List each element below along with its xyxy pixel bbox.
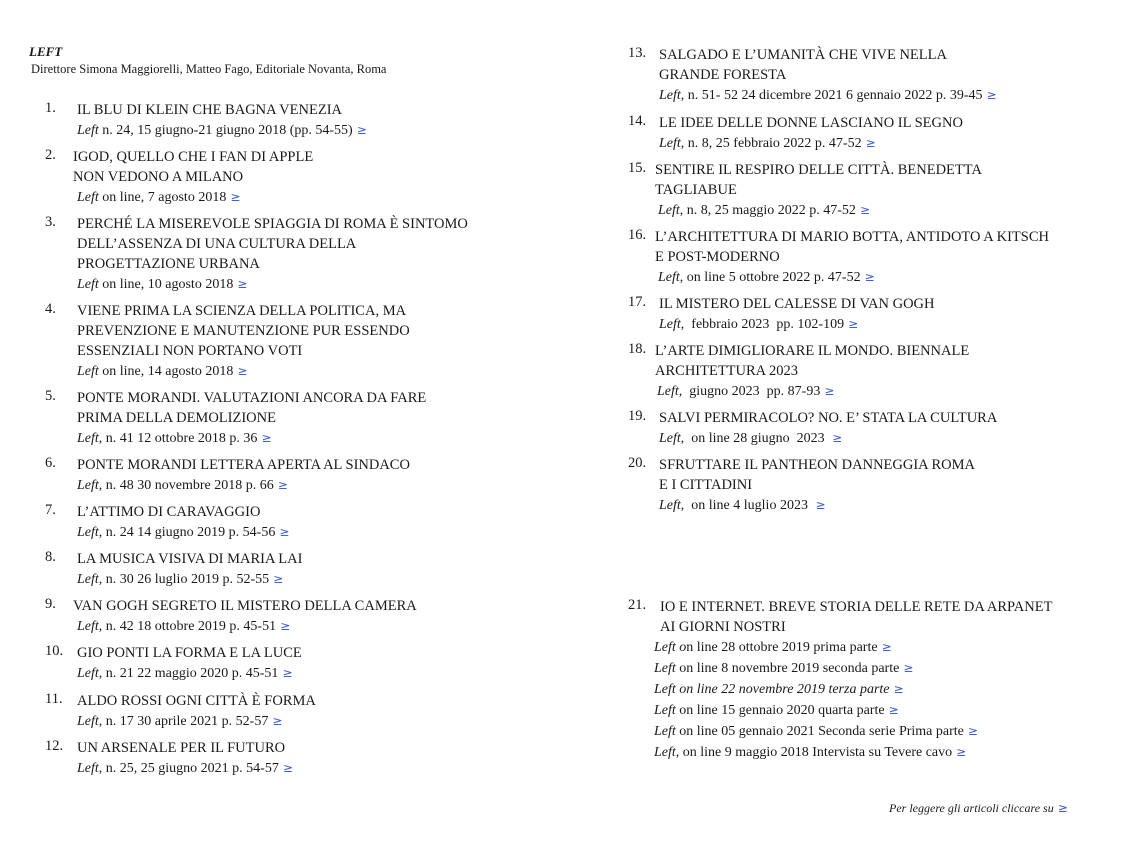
entry-number: 8. bbox=[45, 549, 56, 565]
article-reference bbox=[77, 522, 289, 543]
article-reference bbox=[77, 475, 410, 496]
link-arrow-icon[interactable]: ≥ bbox=[967, 724, 978, 738]
article-entry bbox=[628, 294, 935, 335]
entry-number: 3. bbox=[45, 214, 56, 230]
issue-details: , on line 9 maggio 2018 Intervista su Tevere cavo bbox=[675, 745, 953, 760]
issue-details: , n. 30 26 luglio 2019 p. 52-55 bbox=[98, 572, 270, 587]
issue-details: n. 24, 15 giugno-21 giugno 2018 (pp. 54-55) bbox=[98, 123, 353, 138]
article-title-line: LE IDEE DELLE DONNE LASCIANO IL SEGNO bbox=[659, 115, 963, 131]
article-entry bbox=[628, 45, 997, 106]
issue-details: , n. 17 30 aprile 2021 p. 52-57 bbox=[98, 714, 269, 729]
link-arrow-icon[interactable]: ≥ bbox=[230, 190, 241, 204]
article-entry bbox=[628, 341, 969, 402]
link-arrow-icon[interactable]: ≥ bbox=[237, 277, 248, 291]
publication-name: Left bbox=[77, 714, 99, 729]
publication-name: Left bbox=[77, 190, 99, 205]
article-title-line: E I CITTADINI bbox=[659, 477, 753, 493]
article-title-line: GIO PONTI LA FORMA E LA LUCE bbox=[77, 645, 302, 661]
link-arrow-icon[interactable]: ≥ bbox=[273, 572, 284, 586]
article-title-line: PROGETTAZIONE URBANA bbox=[77, 256, 260, 272]
article-entry bbox=[628, 455, 975, 516]
publication-name: Left bbox=[77, 572, 99, 587]
publication-name: Left bbox=[77, 761, 99, 776]
link-arrow-icon[interactable]: ≥ bbox=[282, 761, 293, 775]
entry-number: 15. bbox=[628, 160, 647, 176]
article-title-line: SFRUTTARE IL PANTHEON DANNEGGIA ROMA bbox=[659, 457, 975, 473]
link-arrow-icon[interactable]: ≥ bbox=[832, 431, 843, 445]
entry-number: 10. bbox=[45, 643, 64, 659]
article-title-line: IL MISTERO DEL CALESSE DI VAN GOGH bbox=[659, 296, 935, 312]
article-entry bbox=[628, 597, 1052, 763]
link-arrow-icon[interactable]: ≥ bbox=[903, 661, 914, 675]
publication-name: Left bbox=[659, 431, 681, 446]
entry-number: 9. bbox=[45, 596, 56, 612]
publication-name: Left bbox=[77, 123, 99, 138]
issue-details: on line, 10 agosto 2018 bbox=[98, 277, 234, 292]
article-reference bbox=[77, 120, 367, 141]
issue-details: on line 05 gennaio 2021 Seconda serie Prima parte bbox=[675, 724, 964, 739]
issue-details: , on line 5 ottobre 2022 p. 47-52 bbox=[679, 270, 861, 285]
article-reference bbox=[657, 381, 969, 402]
entry-number: 20. bbox=[628, 455, 647, 471]
link-arrow-icon[interactable]: ≥ bbox=[237, 364, 248, 378]
publication-name: Left bbox=[658, 203, 680, 218]
article-title-line: L’ARCHITETTURA DI MARIO BOTTA, ANTIDOTO A KITSCH bbox=[655, 229, 1049, 245]
link-arrow-icon[interactable]: ≥ bbox=[356, 123, 367, 137]
article-title-line: ARCHITETTURA 2023 bbox=[655, 363, 798, 379]
article-reference bbox=[77, 711, 316, 732]
publication-directors: Direttore Simona Maggiorelli, Matteo Fago, Editoriale Novanta, Roma bbox=[31, 62, 387, 76]
article-reference bbox=[77, 569, 302, 590]
article-title-line: IO E INTERNET. BREVE STORIA DELLE RETE DA ARPANET bbox=[660, 599, 1053, 615]
footer-text: Per leggere gli articoli cliccare su bbox=[889, 801, 1054, 815]
article-title-line: PONTE MORANDI. VALUTAZIONI ANCORA DA FARE bbox=[77, 390, 427, 406]
link-arrow-icon[interactable]: ≥ bbox=[888, 703, 899, 717]
footer-note bbox=[889, 801, 1068, 816]
article-reference bbox=[659, 133, 963, 154]
article-title-line: IGOD, QUELLO CHE I FAN DI APPLE bbox=[73, 149, 314, 165]
link-arrow-icon[interactable]: ≥ bbox=[261, 431, 272, 445]
link-arrow-icon[interactable]: ≥ bbox=[881, 640, 892, 654]
publication-name: Left bbox=[77, 619, 99, 634]
article-reference bbox=[658, 267, 1049, 288]
entry-number: 5. bbox=[45, 388, 56, 404]
issue-details: n line 28 ottobre 2019 prima parte bbox=[686, 640, 878, 655]
article-reference bbox=[659, 495, 975, 516]
entry-number: 1. bbox=[45, 100, 56, 116]
publication-name: Left bbox=[658, 270, 680, 285]
article-reference bbox=[654, 721, 1052, 742]
article-title-line: TAGLIABUE bbox=[655, 182, 737, 198]
article-title-line: L’ARTE DIMIGLIORARE IL MONDO. BIENNALE bbox=[655, 343, 970, 359]
article-title-line: VIENE PRIMA LA SCIENZA DELLA POLITICA, MA bbox=[77, 303, 407, 319]
article-reference bbox=[654, 700, 1052, 721]
link-arrow-icon[interactable]: ≥ bbox=[864, 270, 875, 284]
entry-number: 19. bbox=[628, 408, 647, 424]
entry-number: 13. bbox=[628, 45, 647, 61]
issue-details: , giugno 2023 pp. 87-93 bbox=[678, 384, 821, 399]
article-title-line: SALGADO E L’UMANITÀ CHE VIVE NELLA bbox=[659, 47, 947, 63]
publication-title: LEFT bbox=[29, 44, 63, 59]
publication-name: Left bbox=[659, 498, 681, 513]
article-reference bbox=[654, 637, 1052, 658]
entry-number: 6. bbox=[45, 455, 56, 471]
article-entry bbox=[45, 502, 289, 543]
article-title-line: IL BLU DI KLEIN CHE BAGNA VENEZIA bbox=[77, 102, 342, 118]
publication-name: Left bbox=[77, 666, 99, 681]
issue-details: on line 8 novembre 2019 seconda parte bbox=[675, 661, 900, 676]
publication-name: Left bbox=[77, 431, 99, 446]
issue-details: on line 15 gennaio 2020 quarta parte bbox=[675, 703, 885, 718]
publication-name: Left bbox=[657, 384, 679, 399]
issue-details: , n. 24 14 giugno 2019 p. 54-56 bbox=[98, 525, 276, 540]
issue-details: , n. 8, 25 febbraio 2022 p. 47-52 bbox=[680, 136, 862, 151]
link-arrow-icon[interactable]: ≥ bbox=[272, 714, 283, 728]
article-reference bbox=[77, 616, 417, 637]
article-entry bbox=[45, 596, 417, 637]
article-reference bbox=[77, 428, 426, 449]
link-arrow-icon[interactable]: ≥ bbox=[277, 478, 288, 492]
publication-name: Left bbox=[654, 724, 676, 739]
publication-name: Left bbox=[77, 364, 99, 379]
entry-number: 11. bbox=[45, 691, 63, 707]
article-title-line: UN ARSENALE PER IL FUTURO bbox=[77, 740, 286, 756]
publication-name: Left bbox=[659, 88, 681, 103]
article-entry bbox=[45, 549, 302, 590]
article-reference bbox=[654, 658, 1052, 679]
link-arrow-icon[interactable]: ≥ bbox=[865, 136, 876, 150]
issue-details: , n. 8, 25 maggio 2022 p. 47-52 bbox=[679, 203, 856, 218]
article-title-line: SALVI PERMIRACOLO? NO. E’ STATA LA CULTURA bbox=[659, 410, 998, 426]
article-title-line: PRIMA DELLA DEMOLIZIONE bbox=[77, 410, 276, 426]
article-entry bbox=[45, 388, 426, 449]
entry-number: 7. bbox=[45, 502, 56, 518]
article-title-line: PERCHÉ LA MISEREVOLE SPIAGGIA DI ROMA È SINTOMO bbox=[77, 216, 468, 232]
article-entry bbox=[628, 227, 1049, 288]
issue-details: , n. 42 18 ottobre 2019 p. 45-51 bbox=[98, 619, 277, 634]
article-title-line: LA MUSICA VISIVA DI MARIA LAI bbox=[77, 551, 303, 567]
article-reference bbox=[77, 663, 302, 684]
issue-details: , n. 51- 52 24 dicembre 2021 6 gennaio 2022 p. 39-45 bbox=[680, 88, 983, 103]
article-entry bbox=[45, 691, 316, 732]
article-reference bbox=[659, 85, 997, 106]
article-entry bbox=[45, 214, 468, 295]
publication-name: Left bbox=[77, 478, 99, 493]
article-reference bbox=[659, 428, 997, 449]
link-arrow-icon[interactable]: ≥ bbox=[279, 525, 290, 539]
link-arrow-icon[interactable]: ≥ bbox=[859, 203, 870, 217]
article-entry bbox=[45, 100, 367, 141]
issue-details: , on line 4 luglio 2023 bbox=[680, 498, 812, 513]
publication-name: Left bbox=[654, 661, 676, 676]
article-reference bbox=[658, 200, 982, 221]
link-arrow-icon[interactable]: ≥ bbox=[824, 384, 835, 398]
issue-details: on line, 14 agosto 2018 bbox=[98, 364, 234, 379]
issue-details: , on line 28 giugno 2023 bbox=[680, 431, 829, 446]
article-entry bbox=[45, 455, 410, 496]
article-entry bbox=[628, 408, 997, 449]
link-arrow-icon[interactable]: ≥ bbox=[280, 619, 291, 633]
article-reference bbox=[654, 679, 1052, 700]
article-reference bbox=[77, 758, 293, 779]
article-title-line: L’ATTIMO DI CARAVAGGIO bbox=[77, 504, 261, 520]
publication-name: Left bbox=[654, 703, 676, 718]
link-arrow-icon[interactable]: ≥ bbox=[848, 317, 859, 331]
article-title-line: AI GIORNI NOSTRI bbox=[660, 619, 786, 635]
article-title-line: ESSENZIALI NON PORTANO VOTI bbox=[77, 343, 303, 359]
entry-number: 17. bbox=[628, 294, 647, 310]
issue-details: , n. 41 12 ottobre 2018 p. 36 bbox=[98, 431, 258, 446]
publication-name: Left o bbox=[654, 640, 687, 655]
publication-name: Left on line 22 novembre 2019 terza parte bbox=[654, 682, 890, 697]
link-arrow-icon[interactable]: ≥ bbox=[986, 88, 997, 102]
article-entry bbox=[45, 738, 293, 779]
publication-name: Left bbox=[77, 277, 99, 292]
publication-name: Left bbox=[659, 136, 681, 151]
article-reference bbox=[659, 314, 935, 335]
publication-name: Left bbox=[654, 745, 676, 760]
article-title-line: VAN GOGH SEGRETO IL MISTERO DELLA CAMERA bbox=[73, 598, 417, 614]
entry-number: 16. bbox=[628, 227, 647, 243]
article-reference bbox=[654, 742, 1052, 763]
article-title-line: SENTIRE IL RESPIRO DELLE CITTÀ. BENEDETTA bbox=[655, 162, 982, 178]
entry-number: 2. bbox=[45, 147, 56, 163]
article-title-line: E POST-MODERNO bbox=[655, 249, 780, 265]
issue-details: , n. 48 30 novembre 2018 p. 66 bbox=[98, 478, 274, 493]
article-reference bbox=[77, 187, 313, 208]
issue-details: , febbraio 2023 pp. 102-109 bbox=[680, 317, 845, 332]
article-reference bbox=[77, 361, 410, 382]
issue-details: , n. 21 22 maggio 2020 p. 45-51 bbox=[98, 666, 279, 681]
article-entry bbox=[628, 113, 963, 154]
publication-name: Left bbox=[77, 525, 99, 540]
article-reference bbox=[77, 274, 468, 295]
link-arrow-icon[interactable]: ≥ bbox=[893, 682, 904, 696]
article-entry bbox=[45, 643, 302, 684]
issue-details: , n. 25, 25 giugno 2021 p. 54-57 bbox=[98, 761, 279, 776]
article-title-line: PREVENZIONE E MANUTENZIONE PUR ESSENDO bbox=[77, 323, 410, 339]
link-arrow-icon[interactable]: ≥ bbox=[815, 498, 826, 512]
article-entry bbox=[45, 301, 410, 382]
article-title-line: PONTE MORANDI LETTERA APERTA AL SINDACO bbox=[77, 457, 410, 473]
entry-number: 21. bbox=[628, 597, 647, 613]
link-arrow-icon[interactable]: ≥ bbox=[956, 745, 967, 759]
link-arrow-icon[interactable]: ≥ bbox=[282, 666, 293, 680]
article-title-line: DELL’ASSENZA DI UNA CULTURA DELLA bbox=[77, 236, 357, 252]
article-entry bbox=[45, 147, 313, 208]
publication-name: Left bbox=[659, 317, 681, 332]
entry-number: 18. bbox=[628, 341, 647, 357]
article-entry bbox=[628, 160, 982, 221]
article-title-line: ALDO ROSSI OGNI CITTÀ È FORMA bbox=[77, 693, 316, 709]
issue-details: on line, 7 agosto 2018 bbox=[98, 190, 227, 205]
link-arrow-icon[interactable]: ≥ bbox=[1057, 801, 1068, 815]
article-title-line: GRANDE FORESTA bbox=[659, 67, 787, 83]
article-title-line: NON VEDONO A MILANO bbox=[73, 169, 244, 185]
entry-number: 14. bbox=[628, 113, 647, 129]
entry-number: 4. bbox=[45, 301, 56, 317]
entry-number: 12. bbox=[45, 738, 64, 754]
